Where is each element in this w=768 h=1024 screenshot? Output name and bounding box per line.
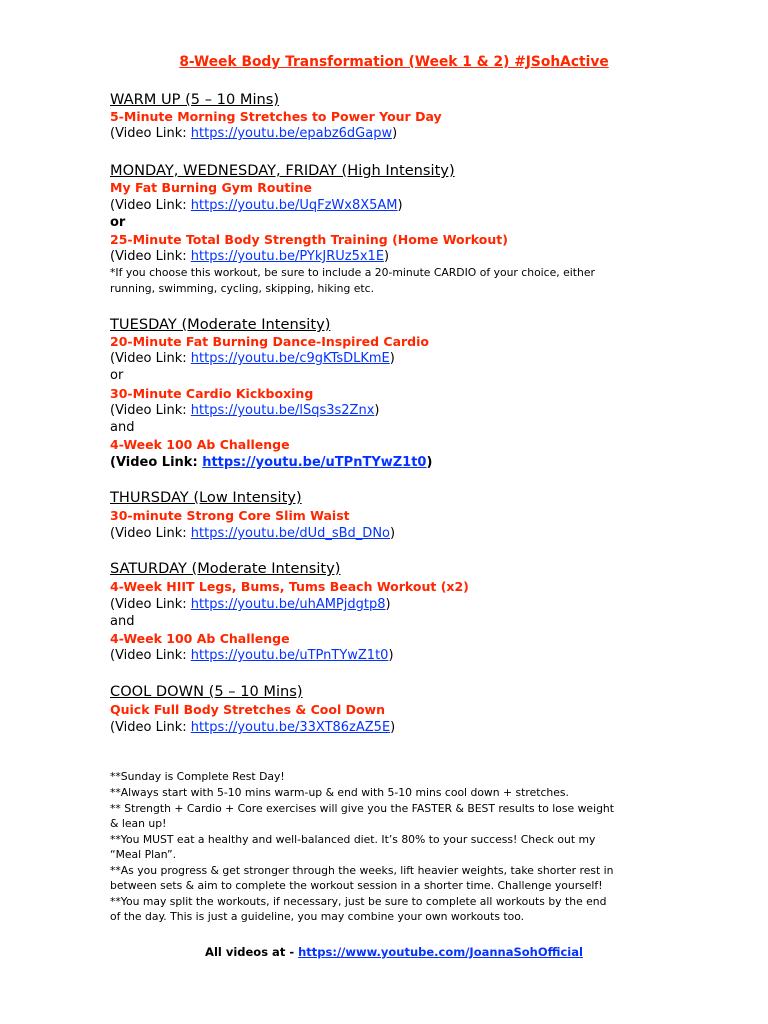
video-link-label: (Video Link: (110, 526, 191, 541)
workout-title: 20-Minute Fat Burning Dance-Inspired Cardio (110, 334, 429, 349)
video-link-line (110, 125, 397, 143)
tip-line: **You may split the workouts, if necessary, just be sure to complete all workouts by the end (110, 895, 607, 908)
section-heading-tuesday: TUESDAY (Moderate Intensity) (110, 316, 331, 333)
section-heading-cool-down: COOL DOWN (5 – 10 Mins) (110, 683, 303, 700)
video-link-label: (Video Link: (110, 720, 191, 735)
tip-line: between sets & aim to complete the workout session in a shorter time. Challenge yourself! (110, 879, 603, 892)
video-link[interactable]: https://youtu.be/lSqs3s2Znx (190, 403, 375, 418)
workout-title: 30-minute Strong Core Slim Waist (110, 508, 350, 523)
video-link[interactable]: https://youtu.be/UqFzWx8X5AM (190, 198, 398, 213)
video-link-line (110, 647, 394, 665)
video-link[interactable]: https://youtu.be/33XT86zAZ5E (190, 720, 391, 735)
workout-note: *If you choose this workout, be sure to include a 20-minute CARDIO of your choice, either (110, 266, 595, 279)
workout-note: running, swimming, cycling, skipping, hiking etc. (110, 282, 375, 295)
tip-line: & lean up! (110, 817, 167, 830)
video-link-line (110, 596, 391, 614)
workout-title: Quick Full Body Stretches & Cool Down (110, 702, 386, 717)
closing-parenthesis: ) (384, 249, 390, 264)
connector-and: and (110, 614, 135, 629)
section-heading-mon-wed-fri: MONDAY, WEDNESDAY, FRIDAY (High Intensity) (110, 162, 455, 179)
workout-title: 4-Week 100 Ab Challenge (110, 437, 290, 452)
video-link-label: (Video Link: (110, 403, 191, 418)
video-link-line (110, 719, 395, 737)
video-link[interactable]: https://youtu.be/c9gKTsDLKmE (190, 351, 390, 366)
connector-or: or (110, 215, 126, 230)
video-link[interactable]: https://youtu.be/uTPnTYwZ1t0 (190, 648, 389, 663)
video-link-line (110, 525, 395, 543)
footer-line (20, 943, 768, 961)
workout-title: My Fat Burning Gym Routine (110, 180, 313, 195)
closing-parenthesis: ) (426, 455, 433, 470)
video-link-line (110, 454, 432, 472)
channel-link[interactable]: https://www.youtube.com/JoannaSohOfficial (298, 945, 583, 959)
video-link-label: (Video Link: (110, 126, 191, 141)
video-link[interactable]: https://youtu.be/dUd_sBd_DNo (190, 526, 390, 541)
section-heading-saturday: SATURDAY (Moderate Intensity) (110, 560, 341, 577)
closing-parenthesis: ) (388, 648, 394, 663)
video-link-label: (Video Link: (110, 648, 191, 663)
workout-title: 4-Week HIIT Legs, Bums, Tums Beach Workout (x2) (110, 579, 469, 594)
workout-title: 30-Minute Cardio Kickboxing (110, 386, 314, 401)
video-link-label: (Video Link: (110, 351, 191, 366)
section-heading-warm-up: WARM UP (5 – 10 Mins) (110, 91, 280, 108)
workout-title: 5-Minute Morning Stretches to Power Your Day (110, 109, 442, 124)
connector-or: or (110, 368, 124, 383)
workout-title: 4-Week 100 Ab Challenge (110, 631, 290, 646)
section-heading-thursday: THURSDAY (Low Intensity) (110, 489, 302, 506)
closing-parenthesis: ) (390, 526, 396, 541)
video-link-label: (Video Link: (110, 455, 203, 470)
closing-parenthesis: ) (397, 198, 403, 213)
closing-parenthesis: ) (392, 126, 398, 141)
tip-line: **As you progress & get stronger through the weeks, lift heavier weights, take shorter rest in (110, 864, 614, 877)
tip-line: ** Strength + Cardio + Core exercises will give you the FASTER & BEST results to lose weight (110, 802, 615, 815)
video-link-line (110, 350, 395, 368)
video-link[interactable]: https://youtu.be/uTPnTYwZ1t0 (202, 455, 427, 470)
footer-label: All videos at - (205, 945, 299, 959)
video-link-line (110, 248, 389, 266)
closing-parenthesis: ) (389, 351, 395, 366)
workout-title: 25-Minute Total Body Strength Training (Home Workout) (110, 232, 508, 247)
video-link-label: (Video Link: (110, 597, 191, 612)
video-link[interactable]: https://youtu.be/epabz6dGapw (190, 126, 393, 141)
video-link-label: (Video Link: (110, 198, 191, 213)
connector-and: and (110, 420, 135, 435)
tip-line: **Sunday is Complete Rest Day! (110, 770, 285, 783)
tip-line: of the day. This is just a guideline, you may combine your own workouts too. (110, 910, 525, 923)
closing-parenthesis: ) (374, 403, 380, 418)
video-link-line (110, 197, 403, 215)
closing-parenthesis: ) (390, 720, 396, 735)
video-link[interactable]: https://youtu.be/uhAMPjdgtp8 (190, 597, 386, 612)
tip-line: “Meal Plan”. (110, 848, 177, 861)
closing-parenthesis: ) (385, 597, 391, 612)
tip-line: **You MUST eat a healthy and well-balanced diet. It’s 80% to your success! Check out my (110, 833, 596, 846)
page-title: 8-Week Body Transformation (Week 1 & 2) #JSohActive (179, 54, 609, 70)
tip-line: **Always start with 5-10 mins warm-up & end with 5-10 mins cool down + stretches. (110, 786, 569, 799)
video-link-line (110, 402, 379, 420)
video-link[interactable]: https://youtu.be/PYkJRUz5x1E (190, 249, 385, 264)
video-link-label: (Video Link: (110, 249, 191, 264)
